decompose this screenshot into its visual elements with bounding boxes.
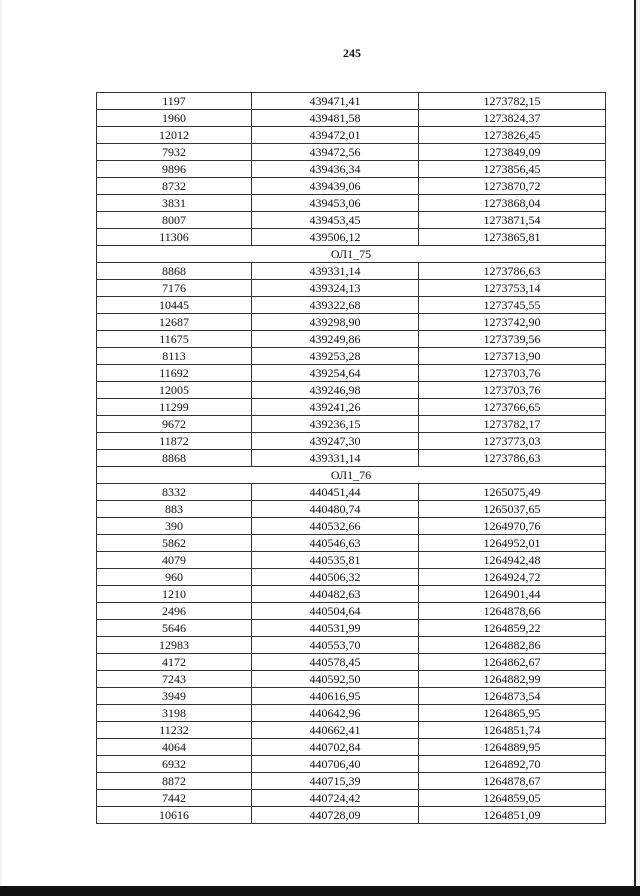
document-page <box>2 0 636 886</box>
table-row <box>97 705 606 722</box>
table-row <box>97 195 606 212</box>
x-coordinate-cell: 439506,12 <box>252 229 419 246</box>
x-coordinate-cell: 439249,86 <box>252 331 419 348</box>
point-id-cell: 8868 <box>97 450 252 467</box>
y-coordinate-cell: 1273753,14 <box>419 280 606 297</box>
table-row <box>97 637 606 654</box>
x-coordinate-cell: 440616,95 <box>252 688 419 705</box>
table-row <box>97 382 606 399</box>
y-coordinate-cell: 1264862,67 <box>419 654 606 671</box>
x-coordinate-cell: 440553,70 <box>252 637 419 654</box>
point-id-cell: 8007 <box>97 212 252 229</box>
x-coordinate-cell: 440724,42 <box>252 790 419 807</box>
point-id-cell: 8113 <box>97 348 252 365</box>
table-row <box>97 280 606 297</box>
section-header-row <box>97 246 606 263</box>
table-row <box>97 569 606 586</box>
page-number: 245 <box>343 46 361 60</box>
y-coordinate-cell: 1264924,72 <box>419 569 606 586</box>
point-id-cell: 12012 <box>97 127 252 144</box>
table-row <box>97 144 606 161</box>
table-row <box>97 416 606 433</box>
point-id-cell: 883 <box>97 501 252 518</box>
y-coordinate-cell: 1264882,99 <box>419 671 606 688</box>
point-id-cell: 4064 <box>97 739 252 756</box>
point-id-cell: 1960 <box>97 110 252 127</box>
point-id-cell: 7176 <box>97 280 252 297</box>
y-coordinate-cell: 1273773,03 <box>419 433 606 450</box>
y-coordinate-cell: 1273786,63 <box>419 450 606 467</box>
point-id-cell: 12687 <box>97 314 252 331</box>
x-coordinate-cell: 440578,45 <box>252 654 419 671</box>
point-id-cell: 8332 <box>97 484 252 501</box>
point-id-cell: 960 <box>97 569 252 586</box>
x-coordinate-cell: 440706,40 <box>252 756 419 773</box>
table-row <box>97 773 606 790</box>
x-coordinate-cell: 439254,64 <box>252 365 419 382</box>
coordinates-table-body <box>97 93 606 824</box>
point-id-cell: 6932 <box>97 756 252 773</box>
point-id-cell: 9672 <box>97 416 252 433</box>
point-id-cell: 9896 <box>97 161 252 178</box>
x-coordinate-cell: 439298,90 <box>252 314 419 331</box>
table-row <box>97 722 606 739</box>
y-coordinate-cell: 1273849,09 <box>419 144 606 161</box>
y-coordinate-cell: 1264851,09 <box>419 807 606 824</box>
point-id-cell: 10616 <box>97 807 252 824</box>
point-id-cell: 11675 <box>97 331 252 348</box>
x-coordinate-cell: 440531,99 <box>252 620 419 637</box>
point-id-cell: 7442 <box>97 790 252 807</box>
x-coordinate-cell: 440702,84 <box>252 739 419 756</box>
table-row <box>97 263 606 280</box>
x-coordinate-cell: 439439,06 <box>252 178 419 195</box>
y-coordinate-cell: 1264889,95 <box>419 739 606 756</box>
x-coordinate-cell: 439472,01 <box>252 127 419 144</box>
x-coordinate-cell: 439247,30 <box>252 433 419 450</box>
x-coordinate-cell: 440480,74 <box>252 501 419 518</box>
table-row <box>97 603 606 620</box>
point-id-cell: 3949 <box>97 688 252 705</box>
y-coordinate-cell: 1273865,81 <box>419 229 606 246</box>
y-coordinate-cell: 1273703,76 <box>419 382 606 399</box>
x-coordinate-cell: 439453,45 <box>252 212 419 229</box>
point-id-cell: 11299 <box>97 399 252 416</box>
x-coordinate-cell: 439472,56 <box>252 144 419 161</box>
x-coordinate-cell: 440535,81 <box>252 552 419 569</box>
point-id-cell: 4172 <box>97 654 252 671</box>
y-coordinate-cell: 1264901,44 <box>419 586 606 603</box>
y-coordinate-cell: 1264878,67 <box>419 773 606 790</box>
y-coordinate-cell: 1273782,15 <box>419 93 606 110</box>
x-coordinate-cell: 440728,09 <box>252 807 419 824</box>
x-coordinate-cell: 440532,66 <box>252 518 419 535</box>
table-row <box>97 93 606 110</box>
x-coordinate-cell: 439241,26 <box>252 399 419 416</box>
x-coordinate-cell: 439471,41 <box>252 93 419 110</box>
table-row <box>97 229 606 246</box>
x-coordinate-cell: 439481,58 <box>252 110 419 127</box>
table-row <box>97 161 606 178</box>
table-row <box>97 450 606 467</box>
y-coordinate-cell: 1264865,95 <box>419 705 606 722</box>
y-coordinate-cell: 1264970,76 <box>419 518 606 535</box>
y-coordinate-cell: 1273870,72 <box>419 178 606 195</box>
table-row <box>97 331 606 348</box>
section-header: ОЛ1_75 <box>97 246 606 263</box>
y-coordinate-cell: 1273713,90 <box>419 348 606 365</box>
table-row <box>97 348 606 365</box>
x-coordinate-cell: 439322,68 <box>252 297 419 314</box>
point-id-cell: 4079 <box>97 552 252 569</box>
table-row <box>97 518 606 535</box>
point-id-cell: 10445 <box>97 297 252 314</box>
y-coordinate-cell: 1273868,04 <box>419 195 606 212</box>
point-id-cell: 390 <box>97 518 252 535</box>
point-id-cell: 5646 <box>97 620 252 637</box>
scan-bottom-edge <box>0 886 640 896</box>
table-row <box>97 501 606 518</box>
table-row <box>97 212 606 229</box>
coordinates-table <box>96 92 606 824</box>
y-coordinate-cell: 1264882,86 <box>419 637 606 654</box>
y-coordinate-cell: 1264878,66 <box>419 603 606 620</box>
point-id-cell: 11692 <box>97 365 252 382</box>
x-coordinate-cell: 439253,28 <box>252 348 419 365</box>
y-coordinate-cell: 1265037,65 <box>419 501 606 518</box>
table-row <box>97 688 606 705</box>
x-coordinate-cell: 440715,39 <box>252 773 419 790</box>
x-coordinate-cell: 440546,63 <box>252 535 419 552</box>
table-row <box>97 790 606 807</box>
y-coordinate-cell: 1264892,70 <box>419 756 606 773</box>
y-coordinate-cell: 1264859,05 <box>419 790 606 807</box>
section-header: ОЛ1_76 <box>97 467 606 484</box>
y-coordinate-cell: 1273826,45 <box>419 127 606 144</box>
point-id-cell: 11872 <box>97 433 252 450</box>
y-coordinate-cell: 1265075,49 <box>419 484 606 501</box>
y-coordinate-cell: 1273742,90 <box>419 314 606 331</box>
y-coordinate-cell: 1273871,54 <box>419 212 606 229</box>
y-coordinate-cell: 1264952,01 <box>419 535 606 552</box>
x-coordinate-cell: 439453,06 <box>252 195 419 212</box>
y-coordinate-cell: 1264851,74 <box>419 722 606 739</box>
point-id-cell: 8732 <box>97 178 252 195</box>
x-coordinate-cell: 440642,96 <box>252 705 419 722</box>
table-row <box>97 178 606 195</box>
table-row <box>97 807 606 824</box>
x-coordinate-cell: 440662,41 <box>252 722 419 739</box>
y-coordinate-cell: 1273739,56 <box>419 331 606 348</box>
point-id-cell: 8868 <box>97 263 252 280</box>
point-id-cell: 7243 <box>97 671 252 688</box>
table-row <box>97 756 606 773</box>
table-row <box>97 739 606 756</box>
x-coordinate-cell: 440506,32 <box>252 569 419 586</box>
point-id-cell: 1197 <box>97 93 252 110</box>
table-row <box>97 433 606 450</box>
table-row <box>97 297 606 314</box>
table-row <box>97 671 606 688</box>
x-coordinate-cell: 439331,14 <box>252 450 419 467</box>
y-coordinate-cell: 1273745,55 <box>419 297 606 314</box>
y-coordinate-cell: 1264859,22 <box>419 620 606 637</box>
table-row <box>97 314 606 331</box>
x-coordinate-cell: 440482,63 <box>252 586 419 603</box>
x-coordinate-cell: 440504,64 <box>252 603 419 620</box>
y-coordinate-cell: 1264942,48 <box>419 552 606 569</box>
table-row <box>97 484 606 501</box>
point-id-cell: 3198 <box>97 705 252 722</box>
x-coordinate-cell: 440451,44 <box>252 484 419 501</box>
x-coordinate-cell: 439236,15 <box>252 416 419 433</box>
point-id-cell: 5862 <box>97 535 252 552</box>
table-row <box>97 365 606 382</box>
table-row <box>97 586 606 603</box>
point-id-cell: 11232 <box>97 722 252 739</box>
y-coordinate-cell: 1273856,45 <box>419 161 606 178</box>
x-coordinate-cell: 439324,13 <box>252 280 419 297</box>
table-row <box>97 127 606 144</box>
table-row <box>97 535 606 552</box>
x-coordinate-cell: 439246,98 <box>252 382 419 399</box>
table-row <box>97 110 606 127</box>
y-coordinate-cell: 1273766,65 <box>419 399 606 416</box>
y-coordinate-cell: 1273782,17 <box>419 416 606 433</box>
table-row <box>97 552 606 569</box>
point-id-cell: 12005 <box>97 382 252 399</box>
y-coordinate-cell: 1273824,37 <box>419 110 606 127</box>
y-coordinate-cell: 1273786,63 <box>419 263 606 280</box>
y-coordinate-cell: 1273703,76 <box>419 365 606 382</box>
point-id-cell: 7932 <box>97 144 252 161</box>
point-id-cell: 11306 <box>97 229 252 246</box>
point-id-cell: 12983 <box>97 637 252 654</box>
x-coordinate-cell: 439331,14 <box>252 263 419 280</box>
x-coordinate-cell: 439436,34 <box>252 161 419 178</box>
point-id-cell: 1210 <box>97 586 252 603</box>
point-id-cell: 8872 <box>97 773 252 790</box>
x-coordinate-cell: 440592,50 <box>252 671 419 688</box>
y-coordinate-cell: 1264873,54 <box>419 688 606 705</box>
section-header-row <box>97 467 606 484</box>
table-row <box>97 620 606 637</box>
table-row <box>97 399 606 416</box>
point-id-cell: 2496 <box>97 603 252 620</box>
table-row <box>97 654 606 671</box>
point-id-cell: 3831 <box>97 195 252 212</box>
